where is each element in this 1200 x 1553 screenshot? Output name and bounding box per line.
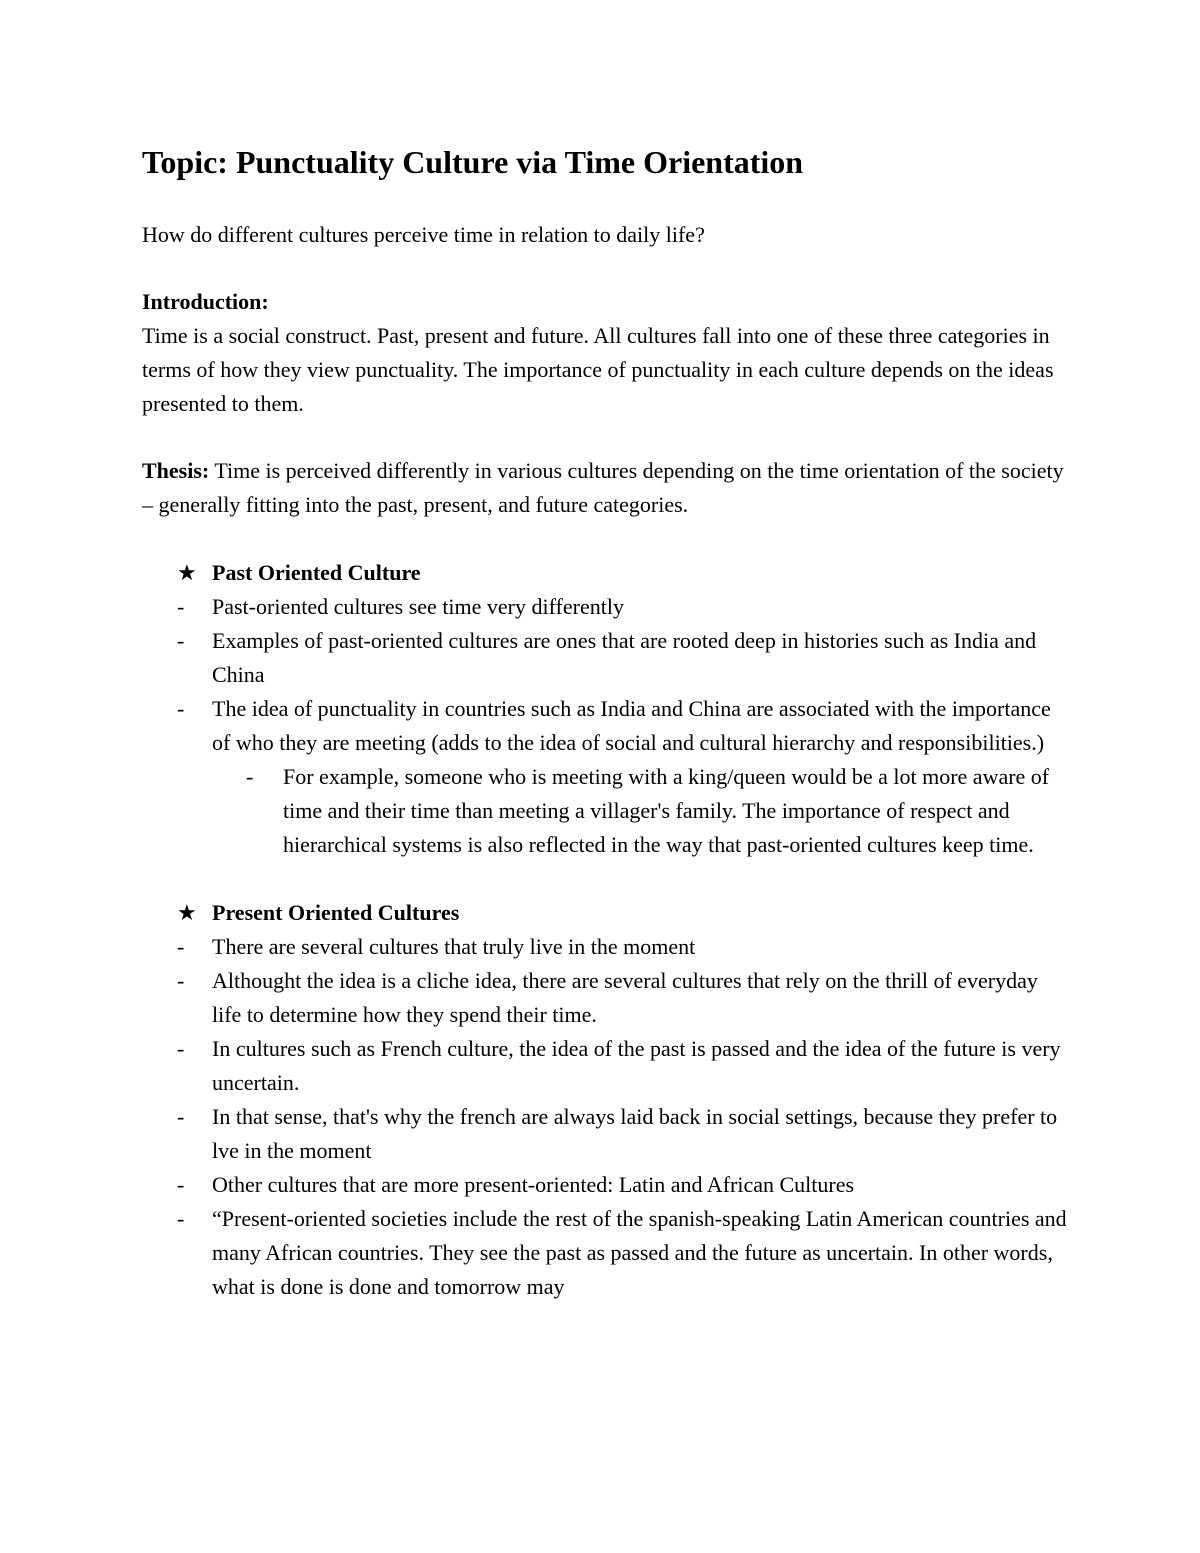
thesis-label: Thesis: (142, 458, 210, 483)
list-item-text: There are several cultures that truly live in the moment (212, 934, 696, 959)
sub-list-item-text: For example, someone who is meeting with a king/queen would be a lot more aware of time and their time than meeting a villager's family. The importance of respect and hierarchical systems is also reflected in the way that past-oriented cultures keep time. (283, 764, 1050, 857)
dash-bullet-icon: - (177, 1104, 185, 1129)
research-question: How do different cultures perceive time in relation to daily life? (142, 222, 705, 247)
dash-bullet-icon: - (177, 1172, 185, 1197)
dash-bullet-icon: - (246, 764, 254, 789)
list-item (142, 964, 1072, 1032)
list-item (142, 1168, 1072, 1202)
dash-bullet-icon: - (177, 1206, 185, 1231)
dash-bullet-icon: - (177, 594, 185, 619)
section-heading-text: Past Oriented Culture (212, 560, 421, 585)
dash-bullet-icon: - (177, 1036, 185, 1061)
list-item (142, 930, 1072, 964)
list-item-text: The idea of punctuality in countries such as India and China are associated with the importance of who they are meeting (adds to the idea of social and cultural hierarchy and responsibilities.) (212, 696, 1051, 755)
page-title: Topic: Punctuality Culture via Time Orientation (142, 144, 804, 180)
section-heading (142, 896, 1072, 930)
list-item-text: In cultures such as French culture, the idea of the past is passed and the idea of the future is very uncertain. (212, 1036, 1061, 1095)
star-bullet-icon: ★ (177, 900, 197, 925)
list-item (142, 1032, 1072, 1100)
list-item (142, 692, 1072, 760)
star-bullet-icon: ★ (177, 560, 197, 585)
list-item-text: “Present-oriented societies include the rest of the spanish-speaking Latin American countries and many African countries. They see the past as passed and the future as uncertain. In other words, what is done is done and tomorrow may (212, 1206, 1067, 1299)
thesis-paragraph (142, 454, 1072, 522)
list-item-text: Other cultures that are more present-oriented: Latin and African Cultures (212, 1172, 855, 1197)
dash-bullet-icon: - (177, 934, 185, 959)
list-item-text: Examples of past-oriented cultures are ones that are rooted deep in histories such as India and China (212, 628, 1037, 687)
dash-bullet-icon: - (177, 628, 185, 653)
introduction-heading: Introduction: (142, 289, 269, 314)
list-item-text: In that sense, that's why the french are always laid back in social settings, because they prefer to lve in the moment (212, 1104, 1058, 1163)
section-past-oriented (142, 556, 1072, 862)
document-body (142, 140, 1072, 1304)
list-item (142, 624, 1072, 692)
list-item-text: Althought the idea is a cliche idea, there are several cultures that rely on the thrill of everyday life to determine how they spend their time. (212, 968, 1038, 1027)
dash-bullet-icon: - (177, 696, 185, 721)
introduction-paragraph: Time is a social construct. Past, present and future. All cultures fall into one of these three categories in terms of how they view punctuality. The importance of punctuality in each culture depends on the ideas presented to them. (142, 323, 1054, 416)
list-item (142, 590, 1072, 624)
dash-bullet-icon: - (177, 968, 185, 993)
list-item (142, 1202, 1072, 1304)
section-present-oriented (142, 896, 1072, 1304)
thesis-text: Time is perceived differently in various cultures depending on the time orientation of the society – generally fitting into the past, present, and future categories. (142, 458, 1064, 517)
list-item-text: Past-oriented cultures see time very differently (212, 594, 624, 619)
section-heading-text: Present Oriented Cultures (212, 900, 460, 925)
list-item (142, 1100, 1072, 1168)
section-heading (142, 556, 1072, 590)
sub-list-item (142, 760, 1072, 862)
